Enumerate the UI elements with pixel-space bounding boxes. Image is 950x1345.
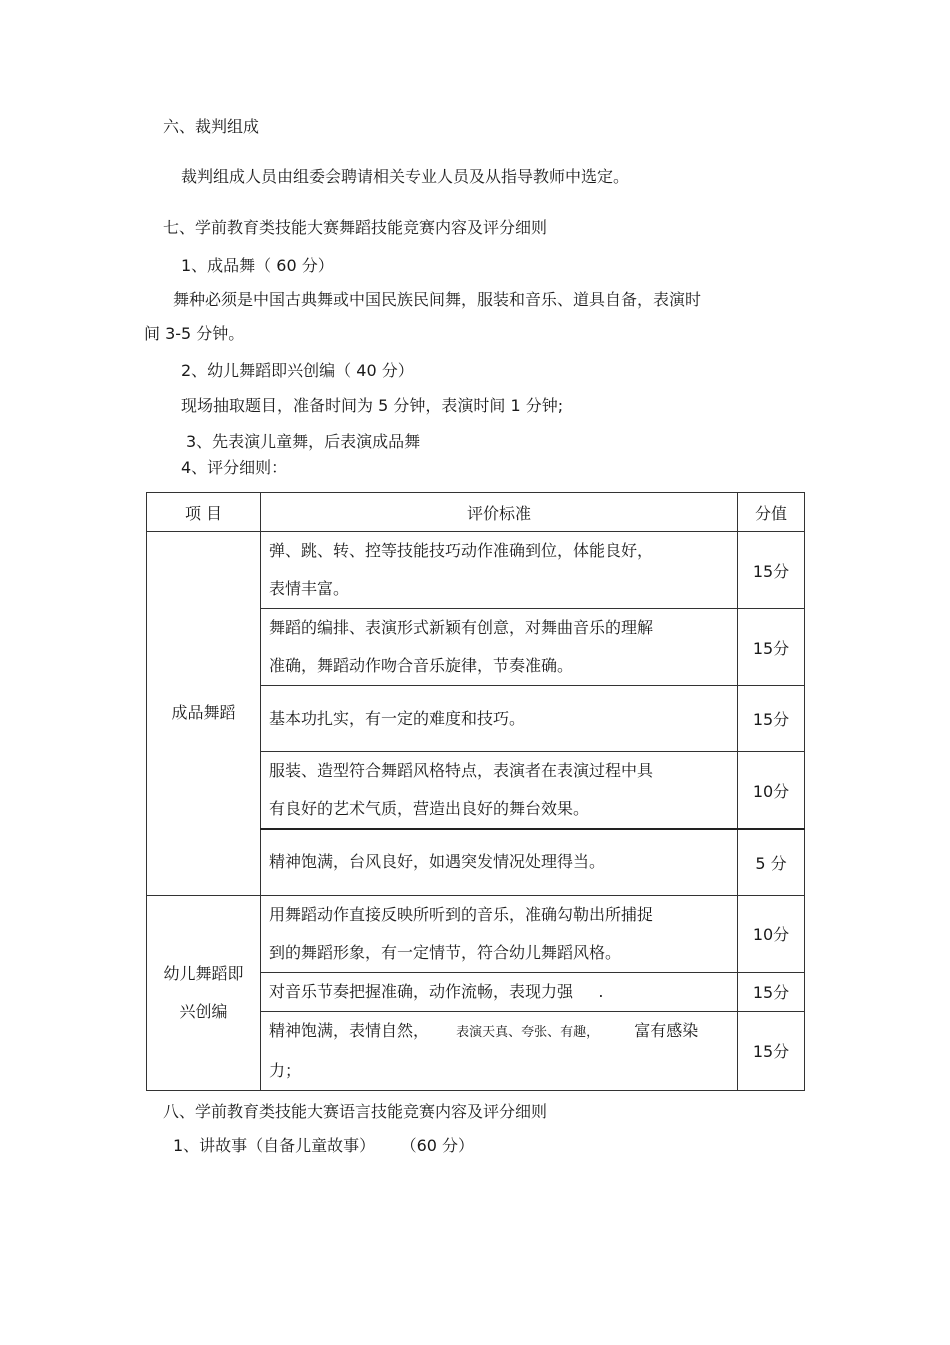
criteria-line: [269, 1012, 729, 1052]
points-cell: 15分: [738, 972, 805, 1011]
category-line: 幼儿舞蹈即: [163, 963, 244, 983]
table-row: [147, 895, 805, 972]
criteria-text: 富有感染: [634, 1020, 699, 1040]
criteria-line: 对音乐节奏把握准确，动作流畅，表现力强 .: [269, 981, 604, 1001]
criteria-line: 力；: [269, 1060, 302, 1080]
criteria-line: 精神饱满，台风良好，如遇突发情况处理得当。: [269, 852, 606, 872]
criteria-cell: [261, 609, 738, 686]
criteria-cell: [261, 1011, 738, 1090]
points-cell: 15分: [738, 686, 805, 752]
category-improvisation: [147, 895, 261, 1090]
criteria-line: 基本功扎实，有一定的难度和技巧。: [269, 708, 526, 728]
header-points: 分值: [738, 493, 805, 532]
item-1-body-line1: 舞种必须是中国古典舞或中国民族民间舞，服装和音乐、道具自备，表演时: [173, 290, 702, 309]
points-cell: 15分: [738, 532, 805, 609]
item-3: 3、先表演儿童舞，后表演成品舞: [186, 432, 421, 451]
header-item: 项 目: [147, 493, 261, 532]
item-1-title: 1、成品舞（ 60 分）: [181, 256, 334, 275]
scoring-table: [146, 492, 805, 1091]
criteria-line: 服装、造型符合舞蹈风格特点，表演者在表演过程中具: [269, 761, 654, 780]
table-header-row: [147, 493, 805, 532]
section-7-title: 七、学前教育类技能大赛舞蹈技能竞赛内容及评分细则: [163, 218, 548, 237]
category-finished-dance: 成品舞蹈: [147, 532, 261, 896]
section-6-title: 六、裁判组成: [163, 117, 260, 136]
section-8-item-1-title: 1、讲故事（自备儿童故事） （60 分）: [173, 1136, 475, 1155]
criteria-text-small: 表演天真、夸张、有趣，: [456, 1024, 600, 1040]
criteria-cell: [261, 829, 738, 895]
points-cell: 15分: [738, 1011, 805, 1090]
criteria-line: 用舞蹈动作直接反映所听到的音乐，准确勾勒出所捕捉: [269, 904, 654, 924]
points-cell: 10分: [738, 752, 805, 830]
item-4: 4、评分细则：: [181, 458, 288, 477]
criteria-cell: [261, 532, 738, 609]
criteria-cell: [261, 752, 738, 830]
criteria-line: 到的舞蹈形象，有一定情节，符合幼儿舞蹈风格。: [269, 942, 622, 962]
points-cell: 15分: [738, 609, 805, 686]
header-criteria: 评价标准: [261, 493, 738, 532]
criteria-line: 舞蹈的编排、表演形式新颖有创意，对舞曲音乐的理解: [269, 618, 654, 637]
criteria-cell: [261, 895, 738, 972]
item-1-body-line2: 间 3-5 分钟。: [144, 324, 245, 343]
points-cell: 5 分: [738, 829, 805, 895]
criteria-line: 准确，舞蹈动作吻合音乐旋律，节奏准确。: [269, 656, 574, 675]
table-row: [147, 532, 805, 609]
criteria-line: 表情丰富。: [269, 579, 350, 598]
criteria-cell: [261, 972, 738, 1011]
section-6-body: 裁判组成人员由组委会聘请相关专业人员及从指导教师中选定。: [181, 167, 630, 186]
criteria-line: 有良好的艺术气质，营造出良好的舞台效果。: [269, 799, 590, 818]
item-2-body: 现场抽取题目，准备时间为 5 分钟，表演时间 1 分钟;: [181, 396, 564, 415]
item-2-title: 2、幼儿舞蹈即兴创编（ 40 分）: [181, 361, 414, 380]
criteria-cell: [261, 686, 738, 752]
criteria-line: 弹、跳、转、控等技能技巧动作准确到位，体能良好，: [269, 541, 654, 560]
points-cell: 10分: [738, 895, 805, 972]
category-line: 兴创编: [179, 1001, 228, 1021]
section-8-title: 八、学前教育类技能大赛语言技能竞赛内容及评分细则: [163, 1102, 548, 1121]
criteria-text: 精神饱满，表情自然，: [269, 1020, 430, 1040]
